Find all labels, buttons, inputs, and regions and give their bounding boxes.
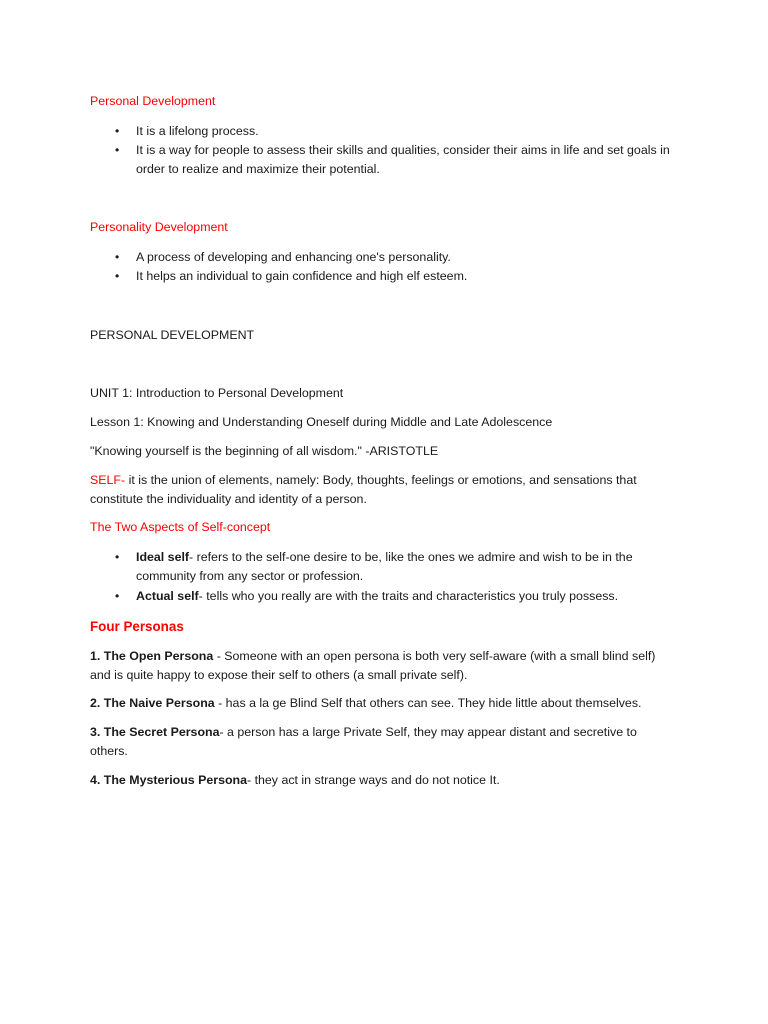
self-definition <box>90 471 637 490</box>
persona-item <box>90 647 655 666</box>
section-title: PERSONAL DEVELOPMENT <box>90 328 255 342</box>
persona-item <box>90 694 641 713</box>
personality-development-heading: Personality Development <box>90 220 228 234</box>
persona-item <box>90 771 500 790</box>
bullet-icon: • <box>115 269 120 283</box>
persona-text: - a person has a large Private Self, they may appear distant and secretive to <box>219 725 637 739</box>
aspects-heading: The Two Aspects of Self-concept <box>90 520 271 534</box>
persona-term: 3. The Secret Persona <box>90 725 220 739</box>
list-item: A process of developing and enhancing one's personality. <box>136 250 451 264</box>
persona-text: - has a la ge Blind Self that others can see. They hide little about themselves. <box>214 696 642 710</box>
list-item-continuation: order to realize and maximize their potential. <box>136 162 380 176</box>
lesson-title: Lesson 1: Knowing and Understanding Oneself during Middle and Late Adolescence <box>90 415 553 429</box>
list-item: It is a way for people to assess their skills and qualities, consider their aims in life and set goals in <box>136 143 670 157</box>
personal-development-heading: Personal Development <box>90 94 216 108</box>
aspect-term: Ideal self <box>136 550 190 564</box>
persona-term: 1. The Open Persona <box>90 649 214 663</box>
self-term: SELF- <box>90 473 126 487</box>
list-item: It helps an individual to gain confidence and high elf esteem. <box>136 269 468 283</box>
list-item <box>136 548 633 567</box>
aspect-term: Actual self <box>136 589 199 603</box>
aspect-text: - tells who you really are with the traits and characteristics you truly possess. <box>198 589 619 603</box>
bullet-icon: • <box>115 250 120 264</box>
aspect-text: - refers to the self-one desire to be, like the ones we admire and wish to be in the <box>189 550 633 564</box>
persona-term: 2. The Naive Persona <box>90 696 215 710</box>
bullet-icon: • <box>115 124 120 138</box>
bullet-icon: • <box>115 143 120 157</box>
bullet-icon: • <box>115 589 120 603</box>
persona-item-continuation: and is quite happy to expose their self to others (a small private self). <box>90 668 468 682</box>
quote: "Knowing yourself is the beginning of all wisdom." -ARISTOTLE <box>90 444 439 458</box>
persona-term: 4. The Mysterious Persona <box>90 773 248 787</box>
list-item-continuation: community from any sector or profession. <box>136 569 364 583</box>
personas-heading: Four Personas <box>90 619 184 634</box>
persona-item-continuation: others. <box>90 744 128 758</box>
persona-text: - they act in strange ways and do not notice It. <box>247 773 500 787</box>
self-definition-text: it is the union of elements, namely: Body, thoughts, feelings or emotions, and sensations that <box>125 473 637 487</box>
bullet-icon: • <box>115 550 120 564</box>
unit-title: UNIT 1: Introduction to Personal Development <box>90 386 344 400</box>
list-item: It is a lifelong process. <box>136 124 259 138</box>
persona-item <box>90 723 637 742</box>
persona-text: - Someone with an open persona is both very self-aware (with a small blind self) <box>213 649 656 663</box>
self-definition-continuation: constitute the individuality and identity of a person. <box>90 492 367 506</box>
list-item <box>136 587 618 606</box>
